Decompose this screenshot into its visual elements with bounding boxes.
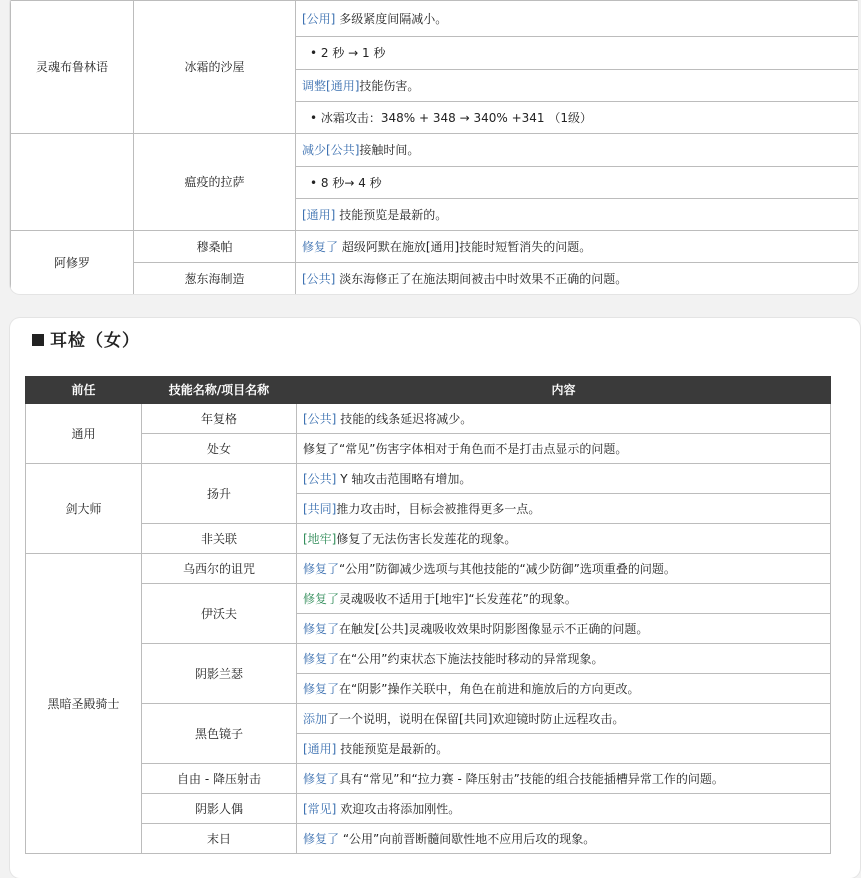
content-cell [297,644,831,674]
prefix: 减少 [302,143,327,157]
content-cell [297,524,831,554]
top-table [10,0,858,294]
group-cell: 灵魂布鲁林语 [11,1,134,134]
top-table-card [10,0,858,294]
skill-cell: 处女 [142,434,297,464]
content-text: Y 轴攻击范围略有增加。 [340,471,472,486]
skill-cell: 阴影人偶 [142,794,297,824]
main-table [25,376,831,854]
prefix: 修复了 [303,681,340,696]
content-text: 接触时间。 [359,143,420,157]
column-header: 内容 [297,377,831,404]
section-title-text: 耳检（女） [50,331,140,351]
content-text: 推力攻击时，目标会被推得更多一点。 [336,501,541,516]
section-title [32,326,140,351]
content-cell [297,794,831,824]
content-text: 技能的线条延迟将减少。 [340,411,473,426]
content-cell [297,764,831,794]
column-header: 前任 [26,377,142,404]
content-cell [297,404,831,434]
skill-cell: 乌西尔的诅咒 [142,554,297,584]
content-cell [297,554,831,584]
content-text: 具有“常见”和“拉力赛 - 降压射击”技能的组合技能插槽异常工作的问题。 [339,771,724,786]
content-cell [297,494,831,524]
content-text: 技能预览是最新的。 [339,207,448,222]
content-text: 超级阿默在施放[通用]技能时短暂消失的问题。 [341,239,592,254]
tag: [公共] [302,271,336,286]
content-cell: • 8 秒→ 4 秒 [296,167,859,199]
skill-cell: 穆桑帕 [134,231,296,263]
prefix: 修复了 [303,561,340,576]
content-text: 淡东海修正了在施法期间被击中时效果不正确的问题。 [339,271,628,286]
square-bullet-icon [32,334,44,346]
content-cell [296,134,859,167]
content-text: “公用”向前晋断髓间歇性地不应用后攻的现象。 [342,831,596,846]
content-cell [297,614,831,644]
content-text: 了一个说明，说明在保留[共同]欢迎镜时防止远程攻击。 [327,711,625,726]
prefix: 修复了 [303,771,340,786]
skill-cell: 黑色镜子 [142,704,297,764]
group-cell: 通用 [26,404,142,464]
prefix: 修复了 [303,651,340,666]
prefix: 调整 [302,78,327,93]
prefix: 修复了 [303,591,340,606]
skill-cell: 伊沃夫 [142,584,297,644]
tag: [公共] [303,411,337,426]
content-cell [296,1,859,37]
group-cell: 阿修罗 [11,231,134,295]
content-cell [297,824,831,854]
content-cell [297,734,831,764]
prefix: 修复了 [303,621,340,636]
content-text: 多级紧度间隔减小。 [339,11,448,26]
content-cell [297,464,831,494]
content-cell: • 2 秒 → 1 秒 [296,37,859,70]
tag: [常见] [303,801,337,816]
content-cell: • 冰霜攻击：348% + 348 → 340% +341 （1级） [296,102,859,134]
tag: [地牢] [303,531,337,546]
skill-cell: 葱东海制造 [134,263,296,295]
group-cell: 黑暗圣殿骑士 [26,554,142,854]
column-header: 技能名称/项目名称 [142,377,297,404]
skill-cell: 扬升 [142,464,297,524]
content-text: 技能预览是最新的。 [340,741,449,756]
tag: [通用] [326,78,360,93]
content-text: 技能伤害。 [359,78,420,93]
content-text: “公用”防御减少选项与其他技能的“减少防御”选项重叠的问题。 [339,561,676,576]
prefix: 修复了 [303,831,340,846]
skill-cell: 末日 [142,824,297,854]
content-cell [297,674,831,704]
content-cell [296,231,859,263]
content-cell [296,70,859,102]
content-text: 修复了无法伤害长发莲花的现象。 [336,531,517,546]
tag: [共同] [303,501,337,516]
tag: [通用] [303,741,337,756]
skill-cell: 非关联 [142,524,297,554]
prefix: 修复了 [302,239,339,254]
content-cell [296,263,859,295]
content-cell [297,704,831,734]
skill-cell: 瘟疫的拉萨 [134,134,296,231]
content-text: 灵魂吸收不适用于[地牢]“长发莲花”的现象。 [339,591,577,606]
main-table-card [10,318,860,878]
tag: [通用] [302,207,336,222]
tag: [公共] [326,143,360,157]
skill-cell: 自由 - 降压射击 [142,764,297,794]
content-cell [296,199,859,231]
content-text: 欢迎攻击将添加刚性。 [340,801,461,816]
content-text: 在“公用”约束状态下施法技能时移动的异常现象。 [339,651,604,666]
content-text: 在“阴影”操作关联中，角色在前进和施放后的方向更改。 [339,681,640,696]
skill-cell: 阴影兰瑟 [142,644,297,704]
prefix: 添加 [303,711,328,726]
group-cell-empty [11,134,134,231]
content-text: 在触发[公共]灵魂吸收效果时阴影图像显示不正确的问题。 [339,621,649,636]
group-cell: 剑大师 [26,464,142,554]
content-cell [297,584,831,614]
tag: [公用] [302,11,336,26]
tag: [公共] [303,471,337,486]
content-cell: 修复了“常见”伤害字体相对于角色而不是打击点显示的问题。 [297,434,831,464]
skill-cell: 年复格 [142,404,297,434]
skill-cell: 冰霜的沙屋 [134,1,296,134]
